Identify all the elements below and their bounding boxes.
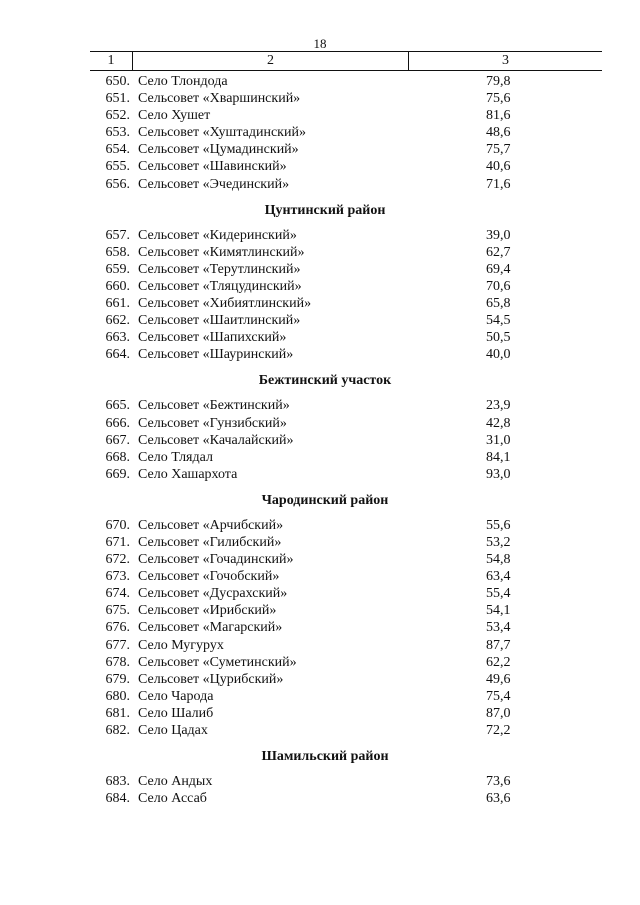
row-value: 75,4 xyxy=(486,688,511,704)
row-number: 664. xyxy=(105,347,130,363)
row-value: 31,0 xyxy=(486,432,511,448)
row-number: 666. xyxy=(105,415,130,431)
row-value: 87,0 xyxy=(486,705,511,721)
row-name: Сельсовет «Эчединский» xyxy=(138,176,290,192)
row-number: 678. xyxy=(105,654,130,670)
table-row xyxy=(0,790,640,807)
row-value: 53,4 xyxy=(486,620,511,636)
table-row xyxy=(0,158,640,175)
table-row xyxy=(0,312,640,329)
row-value: 65,8 xyxy=(486,296,511,312)
page-number: 18 xyxy=(313,36,327,51)
row-name: Сельсовет «Гочадинский» xyxy=(138,552,294,568)
row-name: Сельсовет «Дусрахский» xyxy=(138,586,288,602)
row-name: Сельсовет «Магарский» xyxy=(138,620,283,636)
row-name: Сельсовет «Тляцудинский» xyxy=(138,278,302,294)
row-value: 63,6 xyxy=(486,791,511,807)
row-number: 679. xyxy=(105,671,130,687)
table-row xyxy=(0,602,640,619)
table-row xyxy=(0,124,640,141)
table-body xyxy=(0,73,640,807)
row-value: 23,9 xyxy=(486,398,511,414)
district-section xyxy=(0,489,640,739)
row-name: Сельсовет «Цумадинский» xyxy=(138,142,299,158)
row-name: Сельсовет «Гунзибский» xyxy=(138,415,287,431)
district-section xyxy=(0,73,640,193)
row-number: 660. xyxy=(105,278,130,294)
row-number: 681. xyxy=(105,705,130,721)
row-number: 655. xyxy=(105,159,130,175)
table-row xyxy=(0,449,640,466)
row-name: Сельсовет «Бежтинский» xyxy=(138,398,290,414)
column-header-3: 3 xyxy=(502,53,509,68)
district-heading: Цунтинский район xyxy=(264,202,386,218)
row-number: 682. xyxy=(105,723,130,738)
table-row xyxy=(0,278,640,295)
row-value: 63,4 xyxy=(486,569,511,585)
table-row xyxy=(0,176,640,193)
row-value: 87,7 xyxy=(486,637,511,653)
row-name: Сельсовет «Гилибский» xyxy=(138,534,282,550)
row-name: Село Хашархота xyxy=(138,466,238,482)
row-number: 684. xyxy=(105,791,130,807)
row-number: 665. xyxy=(105,398,130,414)
row-number: 683. xyxy=(105,774,130,790)
table-row xyxy=(0,415,640,432)
row-name: Сельсовет «Гочобский» xyxy=(138,569,280,585)
row-name: Сельсовет «Цурибский» xyxy=(138,671,284,687)
row-name: Село Хушет xyxy=(138,108,211,124)
row-value: 54,5 xyxy=(486,313,511,329)
table-row xyxy=(0,261,640,278)
district-heading: Шамильский район xyxy=(261,749,389,765)
table-row xyxy=(0,432,640,449)
row-number: 659. xyxy=(105,261,130,277)
row-value: 62,2 xyxy=(486,654,511,670)
table-row xyxy=(0,619,640,636)
row-value: 81,6 xyxy=(486,108,511,124)
row-name: Сельсовет «Хибиятлинский» xyxy=(138,296,312,312)
row-number: 668. xyxy=(105,449,130,465)
district-section xyxy=(0,199,640,364)
district-heading: Бежтинский участок xyxy=(258,373,392,389)
row-number: 672. xyxy=(105,552,130,568)
row-number: 680. xyxy=(105,688,130,704)
table-row xyxy=(0,244,640,261)
row-value: 48,6 xyxy=(486,125,511,141)
row-name: Сельсовет «Хваршинский» xyxy=(138,91,301,107)
row-name: Село Ассаб xyxy=(138,791,207,807)
table-row xyxy=(0,637,640,654)
row-number: 670. xyxy=(105,517,130,533)
row-value: 55,4 xyxy=(486,586,511,602)
row-value: 79,8 xyxy=(486,74,511,89)
row-number: 669. xyxy=(105,466,130,482)
row-value: 50,5 xyxy=(486,330,511,346)
row-value: 49,6 xyxy=(486,671,511,687)
row-name: Сельсовет «Ирибский» xyxy=(138,603,277,619)
table-row xyxy=(0,551,640,568)
row-name: Сельсовет «Кидеринский» xyxy=(138,227,297,243)
row-number: 673. xyxy=(105,569,130,585)
row-number: 663. xyxy=(105,330,130,346)
table-row xyxy=(0,329,640,346)
table-row xyxy=(0,517,640,534)
table-row xyxy=(0,654,640,671)
table-row xyxy=(0,107,640,124)
table-row xyxy=(0,585,640,602)
row-name: Село Цадах xyxy=(138,723,208,738)
row-name: Село Андых xyxy=(138,774,213,790)
table-row xyxy=(0,397,640,414)
row-name: Сельсовет «Шауринский» xyxy=(138,347,294,363)
row-value: 75,7 xyxy=(486,142,511,158)
row-name: Село Шалиб xyxy=(138,705,214,721)
row-number: 656. xyxy=(105,176,130,192)
row-name: Сельсовет «Арчибский» xyxy=(138,517,284,533)
row-number: 661. xyxy=(105,296,130,312)
table-row xyxy=(0,141,640,158)
row-name: Село Тлядал xyxy=(138,449,213,465)
row-value: 72,2 xyxy=(486,723,511,738)
table-row xyxy=(0,534,640,551)
table-row xyxy=(0,722,640,739)
row-name: Сельсовет «Качалайский» xyxy=(138,432,294,448)
row-value: 71,6 xyxy=(486,176,511,192)
row-value: 39,0 xyxy=(486,227,511,243)
row-name: Сельсовет «Шавинский» xyxy=(138,159,287,175)
row-name: Сельсовет «Суметинский» xyxy=(138,654,297,670)
row-name: Село Тлондода xyxy=(138,74,228,89)
row-value: 70,6 xyxy=(486,278,511,294)
table-row xyxy=(0,90,640,107)
table-row xyxy=(0,73,640,90)
table-row xyxy=(0,227,640,244)
row-number: 677. xyxy=(105,637,130,653)
table-header xyxy=(90,51,602,71)
row-name: Сельсовет «Шаитлинский» xyxy=(138,313,301,329)
district-heading: Чародинский район xyxy=(261,492,389,508)
table-row xyxy=(0,705,640,722)
district-section xyxy=(0,369,640,482)
row-name: Сельсовет «Кимятлинский» xyxy=(138,244,305,260)
row-value: 75,6 xyxy=(486,91,511,107)
column-header-1: 1 xyxy=(90,52,133,70)
row-number: 674. xyxy=(105,586,130,602)
table-row xyxy=(0,688,640,705)
table-row xyxy=(0,346,640,363)
district-section xyxy=(0,745,640,807)
table-row xyxy=(0,568,640,585)
column-header-2: 2 xyxy=(133,52,409,70)
row-number: 676. xyxy=(105,620,130,636)
row-value: 55,6 xyxy=(486,517,511,533)
row-number: 667. xyxy=(105,432,130,448)
table-row xyxy=(0,671,640,688)
row-value: 69,4 xyxy=(486,261,511,277)
row-number: 651. xyxy=(105,91,130,107)
row-number: 652. xyxy=(105,108,130,124)
row-value: 42,8 xyxy=(486,415,511,431)
row-value: 62,7 xyxy=(486,244,511,260)
row-name: Сельсовет «Терутлинский» xyxy=(138,261,301,277)
row-value: 53,2 xyxy=(486,534,511,550)
row-number: 650. xyxy=(105,74,130,89)
row-value: 73,6 xyxy=(486,774,511,790)
row-value: 40,0 xyxy=(486,347,511,363)
row-number: 671. xyxy=(105,534,130,550)
row-name: Сельсовет «Шапихский» xyxy=(138,330,287,346)
table-row xyxy=(0,295,640,312)
row-number: 662. xyxy=(105,313,130,329)
row-value: 93,0 xyxy=(486,466,511,482)
row-value: 54,8 xyxy=(486,552,511,568)
row-number: 657. xyxy=(105,227,130,243)
row-name: Сельсовет «Хуштадинский» xyxy=(138,125,306,141)
row-value: 84,1 xyxy=(486,449,511,465)
row-number: 675. xyxy=(105,603,130,619)
row-value: 54,1 xyxy=(486,603,511,619)
table-row xyxy=(0,466,640,483)
row-value: 40,6 xyxy=(486,159,511,175)
row-number: 658. xyxy=(105,244,130,260)
row-number: 653. xyxy=(105,125,130,141)
row-number: 654. xyxy=(105,142,130,158)
row-name: Село Мугурух xyxy=(138,637,224,653)
row-name: Село Чарода xyxy=(138,688,214,704)
table-row xyxy=(0,773,640,790)
